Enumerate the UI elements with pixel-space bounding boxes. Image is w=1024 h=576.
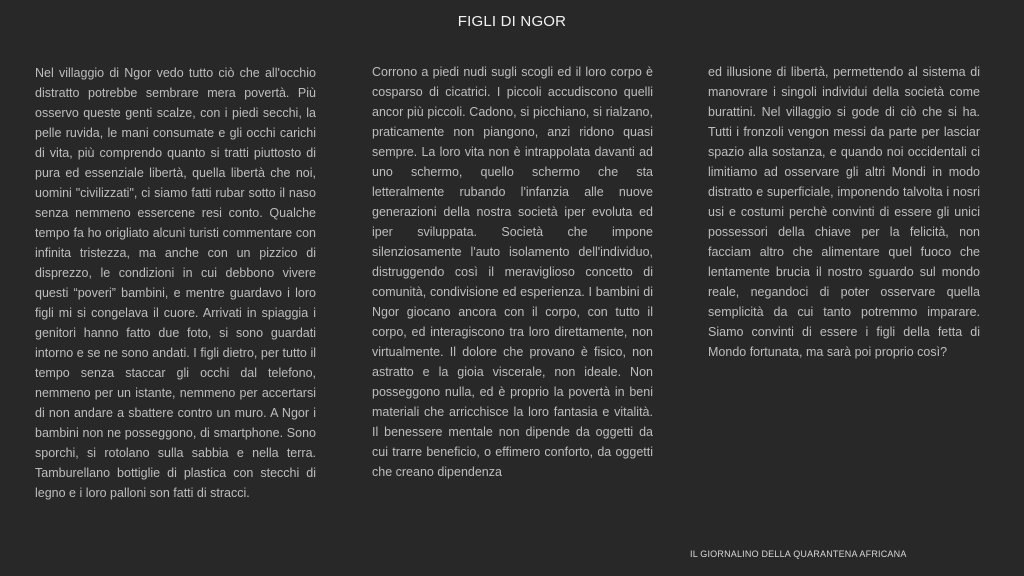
article-column-2: Corrono a piedi nudi sugli scogli ed il loro corpo è cosparso di cicatrici. I piccoli accudiscono quelli ancor più piccoli. Cadono, si picchiano, si rialzano, praticamente non piangono, anzi ridono quasi sempre. La loro vita non è intrappolata davanti ad uno schermo, quello schermo che sta letteralmente rubando l'infanzia alle nuove generazioni della nostra società iper evoluta ed iper sviluppata. Società che impone silenziosamente l'auto isolamento dell'individuo, distruggendo così il meraviglioso concetto di comunità, condivisione ed esperienza. I bambini di Ngor giocano ancora con il corpo, con tutto il corpo, ed interagiscono tra loro direttamente, non virtualmente. Il dolore che provano è fisico, non astratto e la gioia viscerale, non ideale. Non posseggono nulla, ed è proprio la povertà in beni materiali che arricchisce la loro fantasia e vitalità. Il benessere mentale non dipende da oggetti da cui trarre beneficio, o effimero conforto, da oggetti che creano dipendenza: [372, 65, 653, 479]
article-title: FIGLI DI NGOR: [457, 13, 567, 30]
article-column-1: Nel villaggio di Ngor vedo tutto ciò che all'occhio distratto potrebbe sembrare mera povertà. Più osservo queste genti scalze, con i piedi secchi, la pelle ruvida, le mani consumate e gli occhi carichi di vita, più comprendo quanto si tratti piuttosto di pura ed essenziale libertà, quella libertà che noi, uomini "civilizzati", ci siamo fatti rubar sotto il naso senza nemmeno essercene resi conto. Qualche tempo fa ho origliato alcuni turisti commentare con infinita tristezza, ma anche con un pizzico di disprezzo, le condizioni in cui debbono vivere questi “poveri” bambini, e mentre guardavo i loro figli mi si congelava il cuore. Arrivati in spiaggia i genitori hanno fatto due foto, si sono guardati intorno e se ne sono andati. I figli dietro, per tutto il tempo senza staccar gli occhi dal telefono, nemmeno per un istante, nemmeno per accertarsi di non andare a sbattere contro un muro. A Ngor i bambini non ne posseggono, di smartphone. Sono sporchi, si rotolano sulla sabbia e nella terra. Tamburellano bottiglie di plastica con stecchi di legno e i loro palloni son fatti di stracci.: [35, 66, 316, 500]
publication-footer: IL GIORNALINO DELLA QUARANTENA AFRICANA: [690, 549, 907, 559]
article-column-3: ed illusione di libertà, permettendo al sistema di manovrare i singoli individui della società come burattini. Nel villaggio si gode di ciò che si ha. Tutti i fronzoli vengon messi da parte per lasciar spazio alla sostanza, e quando noi occidentali ci limitiamo ad osservare gli altri Mondi in modo distratto e superficiale, imponendo talvolta i nosri usi e costumi perchè convinti di essere gli unici possessori della chiave per la felicità, non facciam altro che alimentare quel fuoco che lentamente brucia il nostro sguardo sul mondo reale, negandoci di poter osservare quella semplicità da cui tanto potremmo imparare. Siamo convinti di essere i figli della fetta di Mondo fortunata, ma sarà poi proprio così?: [708, 65, 980, 359]
